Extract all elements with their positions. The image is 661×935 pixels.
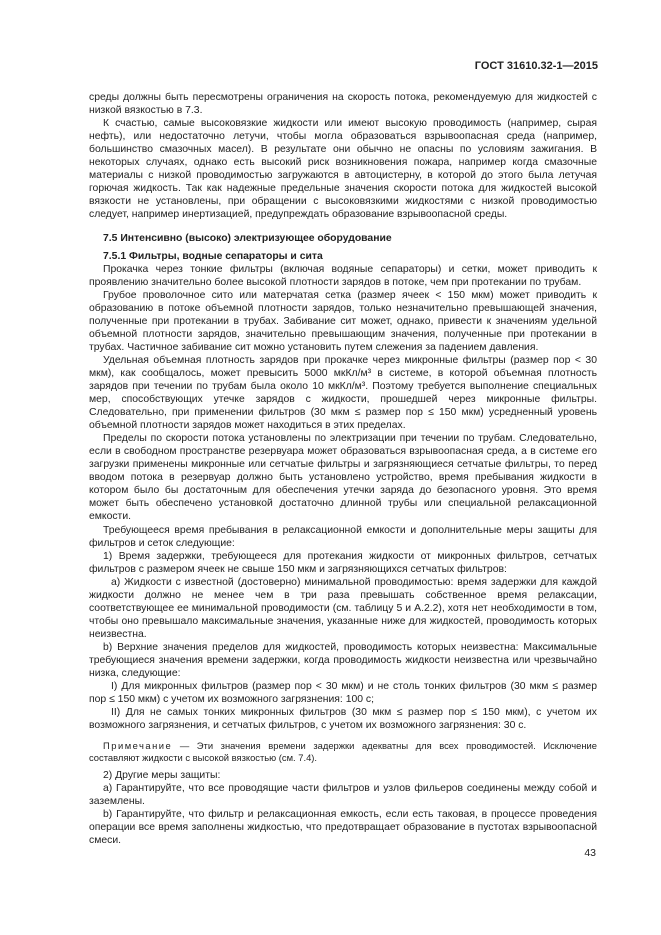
list-item: а) Жидкости с известной (достоверно) минимальной проводимостью: время задержки для каждой жидкости должно не менее чем в три раза превышать собственное время релаксации, соответствующее ее минимальной проводимости (см. таблицу 5 и А.2.2), хотя нет необходимости в том, чтобы оно превышало максимальные значения, указанные ниже для жидкостей, проводимость которых неизвестна. xyxy=(89,576,597,640)
paragraph: Требующееся время пребывания в релаксационной емкости и дополнительные меры защиты для фильтров и сеток следующие: xyxy=(89,524,597,549)
list-item: b) Гарантируйте, что фильтр и релаксационная емкость, если есть таковая, в процессе проведения операции все время заполнены жидкостью, что предотвращает образование в пустотах взрывоопасной смеси. xyxy=(89,809,597,847)
list-item: 1) Время задержки, требующееся для протекания жидкости от микронных фильтров, сетчатых фильтров с размером ячеек не свыше 150 мкм и загрязняющихся сетчатых фильтров: xyxy=(89,550,597,575)
paragraph: среды должны быть пересмотрены ограничения на скорость потока, рекомендуемую для жидкостей с низкой вязкостью в 7.3. xyxy=(89,92,597,117)
list-item: II) Для не самых тонких микронных фильтров (30 мкм ≤ размер пор ≤ 150 мкм), с учетом их возможного загрязнения, и сетчатых фильтров, с учетом их возможного загрязнения: 30 с. xyxy=(89,707,597,732)
page-body xyxy=(89,91,597,848)
paragraph: Удельная объемная плотность зарядов при прокачке через микронные фильтры (размер пор < 30 мкм), как сообщалось, может превысить 5000 мкКл/м³ в системе, в которой объемная плотность зарядов при течении по трубам была около 10 мкКл/м³. Поэтому требуется выполнение специальных мер, способствующих утечке зарядов с жидкости, прошедшей через микронные фильтры. Следовательно, при применении фильтров (30 мкм ≤ размер пор ≤ 150 мкм) усредненный уровень объемной плотности зарядов может находиться в этих пределах. xyxy=(89,354,597,432)
paragraph: К счастью, самые высоковязкие жидкости или имеют высокую проводимость (например, сырая нефть), или недостаточно летучи, чтобы могла образоваться взрывоопасная среда (например, большинство смазочных масел). В результате они обычно не опасны по условиям зажигания. В некоторых случаях, однако есть высокий риск возникновения пожара, например когда смазочные материалы с низкой проводимостью загружаются в автоцистерну, в которой до этого была летучая горючая жидкость. Так как надежные предельные значения скорости потока для жидкостей высокой вязкости не установлены, при обращении с высоковязкими жидкостями с низкой проводимостью следует, например инертизацией, предупреждать образование взрывоопасной среды. xyxy=(89,118,597,221)
document-code: ГОСТ 31610.32-1—2015 xyxy=(474,60,598,72)
note-text: — Эти значения времени задержки адекватны для всех проводимостей. Исключение составляют жидкости с высокой вязкостью (см. 7.4). xyxy=(89,740,597,764)
paragraph: Пределы по скорости потока установлены по электризации при течении по трубам. Следовательно, если в свободном пространстве резервуара может образоваться взрывоопасная среда, а в системе его загрузки применены микронные или сетчатые фильтры и загрязняющиеся сетчатые фильтры, то перед вводом потока в резервуар должно быть установлено устройство, время пребывания жидкости в котором было бы достаточным для обеспечения утечки заряда до безопасного уровня. Это время может быть обеспечено установкой достаточно длинной трубы или специальной релаксационной емкости. xyxy=(89,433,597,523)
list-item: I) Для микронных фильтров (размер пор < 30 мкм) и не столь тонких фильтров (30 мкм ≤ размер пор ≤ 150 мкм) с учетом их возможного загрязнения: 100 с; xyxy=(89,681,597,706)
paragraph: Грубое проволочное сито или матерчатая сетка (размер ячеек < 150 мкм) может приводить к образованию в потоке объемной плотности зарядов, только незначительно превышающей значения, полученные при протекании в трубах. Забивание сит может, однако, привести к значениям удельной объемной плотности зарядов, значительно превышающим значения, полученные при протекании в трубах. Частичное забивание сит можно установить путем слежения за падением давления. xyxy=(89,289,597,353)
list-item: 2) Другие меры защиты: xyxy=(103,770,221,782)
list-item: а) Гарантируйте, что все проводящие части фильтров и узлов фильеров соединены между собой и заземлены. xyxy=(89,783,597,808)
paragraph: Прокачка через тонкие фильтры (включая водяные сепараторы) и сетки, может приводить к проявлению значительно более высокой плотности зарядов в потоке, чем при протекании по трубам. xyxy=(89,263,597,288)
page-number: 43 xyxy=(584,847,596,859)
note xyxy=(89,740,597,764)
section-heading: 7.5 Интенсивно (высоко) электризующее оборудование xyxy=(103,233,392,245)
note-label: Примечание xyxy=(103,740,173,752)
subsection-heading: 7.5.1 Фильтры, водные сепараторы и сита xyxy=(103,250,323,262)
list-item: b) Верхние значения пределов для жидкостей, проводимость которых неизвестна: Максимальные требующиеся значения времени задержки, когда проводимость жидкости неизвестна или чрезвычайно низка, следующие: xyxy=(89,641,597,680)
